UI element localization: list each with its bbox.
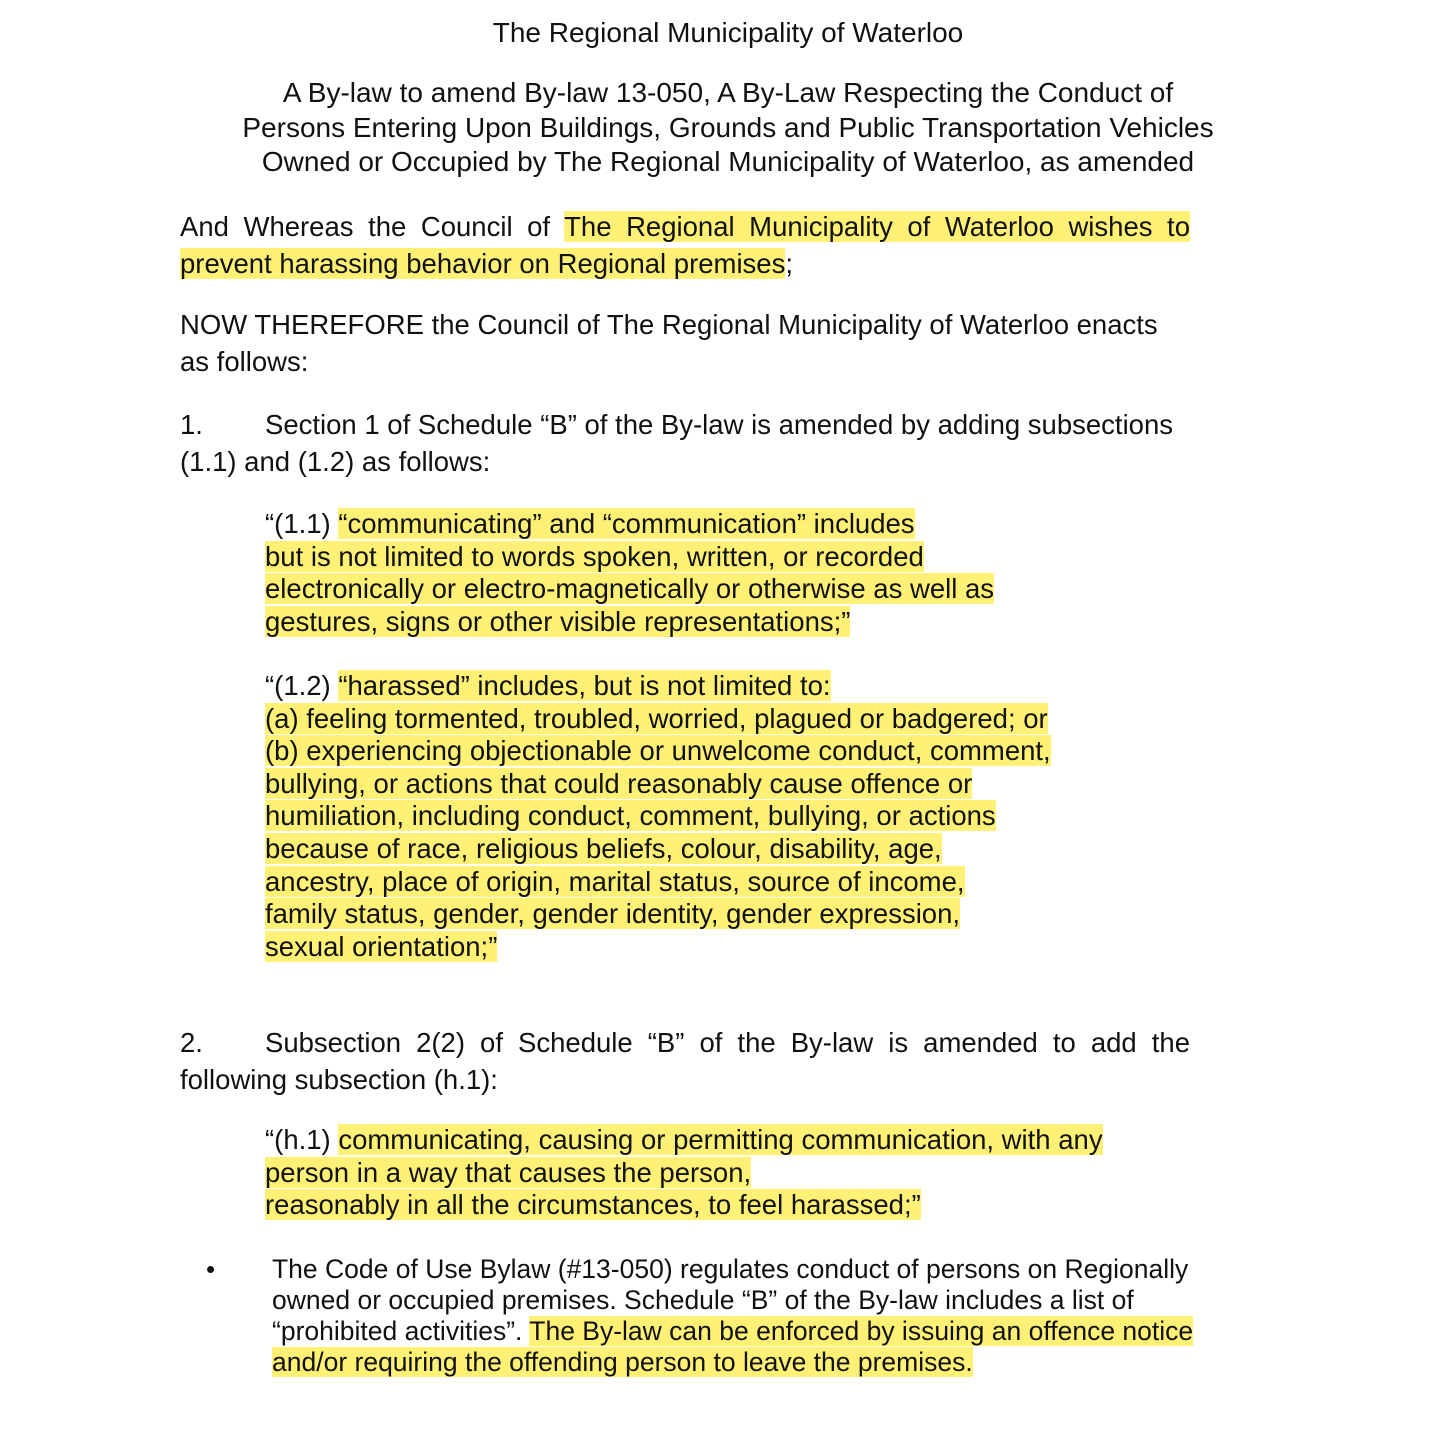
whereas-paragraph	[180, 208, 1190, 282]
section-2	[180, 1024, 1190, 1098]
definition-text: family status, gender, gender identity, gender expression,	[265, 898, 961, 930]
section-1	[180, 406, 1190, 480]
definition-label: “(1.2)	[265, 670, 339, 701]
bullet-icon: •	[206, 1254, 216, 1284]
definition-text: (a) feeling tormented, troubled, worried, plagued or badgered; or	[265, 702, 1048, 734]
whereas-highlight: The Regional Municipality of Waterloo wishes to	[564, 211, 1190, 242]
definition-text: ancestry, place of origin, marital status, source of income,	[265, 865, 965, 897]
definition-text: sexual orientation;”	[265, 930, 498, 962]
definition-label: “(1.1)	[265, 508, 339, 539]
definition-harassed	[265, 670, 1051, 963]
definition-h1	[265, 1124, 1103, 1222]
enacting-line: as follows:	[180, 346, 309, 377]
whereas-prefix: And Whereas the Council of	[180, 211, 565, 242]
section-text: (1.1) and (1.2) as follows:	[180, 446, 491, 477]
definition-text: communicating, causing or permitting communication, with any	[338, 1124, 1103, 1155]
section-number: 1.	[180, 409, 203, 440]
definition-text: electronically or electro-magnetically or otherwise as well as	[265, 573, 995, 605]
definition-text: gestures, signs or other visible representations;”	[265, 605, 851, 637]
enacting-line: NOW THEREFORE the Council of The Regional Municipality of Waterloo enacts	[180, 309, 1158, 340]
whereas-highlight: prevent harassing behavior on Regional premises	[180, 248, 786, 279]
bullet-note	[272, 1254, 1193, 1378]
definition-text: “communicating” and “communication” includes	[338, 508, 915, 539]
bullet-line: owned or occupied premises. Schedule “B” of the By-law includes a list of	[272, 1285, 1134, 1315]
document-subtitle	[0, 76, 1456, 180]
definition-text: reasonably in all the circumstances, to feel harassed;”	[265, 1189, 921, 1221]
section-text: following subsection (h.1):	[180, 1064, 498, 1095]
bullet-highlight: and/or requiring the offending person to leave the premises.	[272, 1347, 973, 1377]
definition-text: (b) experiencing objectionable or unwelcome conduct, comment,	[265, 735, 1051, 767]
document-title: The Regional Municipality of Waterloo	[492, 17, 964, 48]
section-text: Subsection 2(2) of Schedule “B” of the By-law is amended to add the	[265, 1027, 1190, 1058]
whereas-suffix: ;	[785, 248, 793, 279]
definition-text: “harassed” includes, but is not limited to:	[338, 670, 831, 701]
section-number: 2.	[180, 1027, 203, 1058]
bullet-line: The Code of Use Bylaw (#13-050) regulates conduct of persons on Regionally	[272, 1254, 1189, 1284]
section-text: Section 1 of Schedule “B” of the By-law is amended by adding subsections	[265, 409, 1174, 440]
definition-text: because of race, religious beliefs, colour, disability, age,	[265, 832, 942, 864]
subtitle-line: Owned or Occupied by The Regional Municipality of Waterloo, as amended	[261, 146, 1195, 177]
definition-label: “(h.1)	[265, 1124, 339, 1155]
bullet-line: “prohibited activities”.	[272, 1316, 530, 1346]
bullet-highlight: The By-law can be enforced by issuing an offence notice	[529, 1316, 1194, 1346]
subtitle-line: A By-law to amend By-law 13-050, A By-Law Respecting the Conduct of	[282, 77, 1174, 108]
definition-communicating	[265, 508, 994, 638]
definition-text: person in a way that causes the person,	[265, 1156, 752, 1188]
definition-text: bullying, or actions that could reasonably cause offence or	[265, 767, 973, 799]
definition-text: humiliation, including conduct, comment, bullying, or actions	[265, 800, 996, 832]
subtitle-line: Persons Entering Upon Buildings, Grounds and Public Transportation Vehicles	[242, 111, 1214, 143]
definition-text: but is not limited to words spoken, written, or recorded	[265, 540, 924, 572]
enacting-paragraph	[180, 306, 1190, 380]
